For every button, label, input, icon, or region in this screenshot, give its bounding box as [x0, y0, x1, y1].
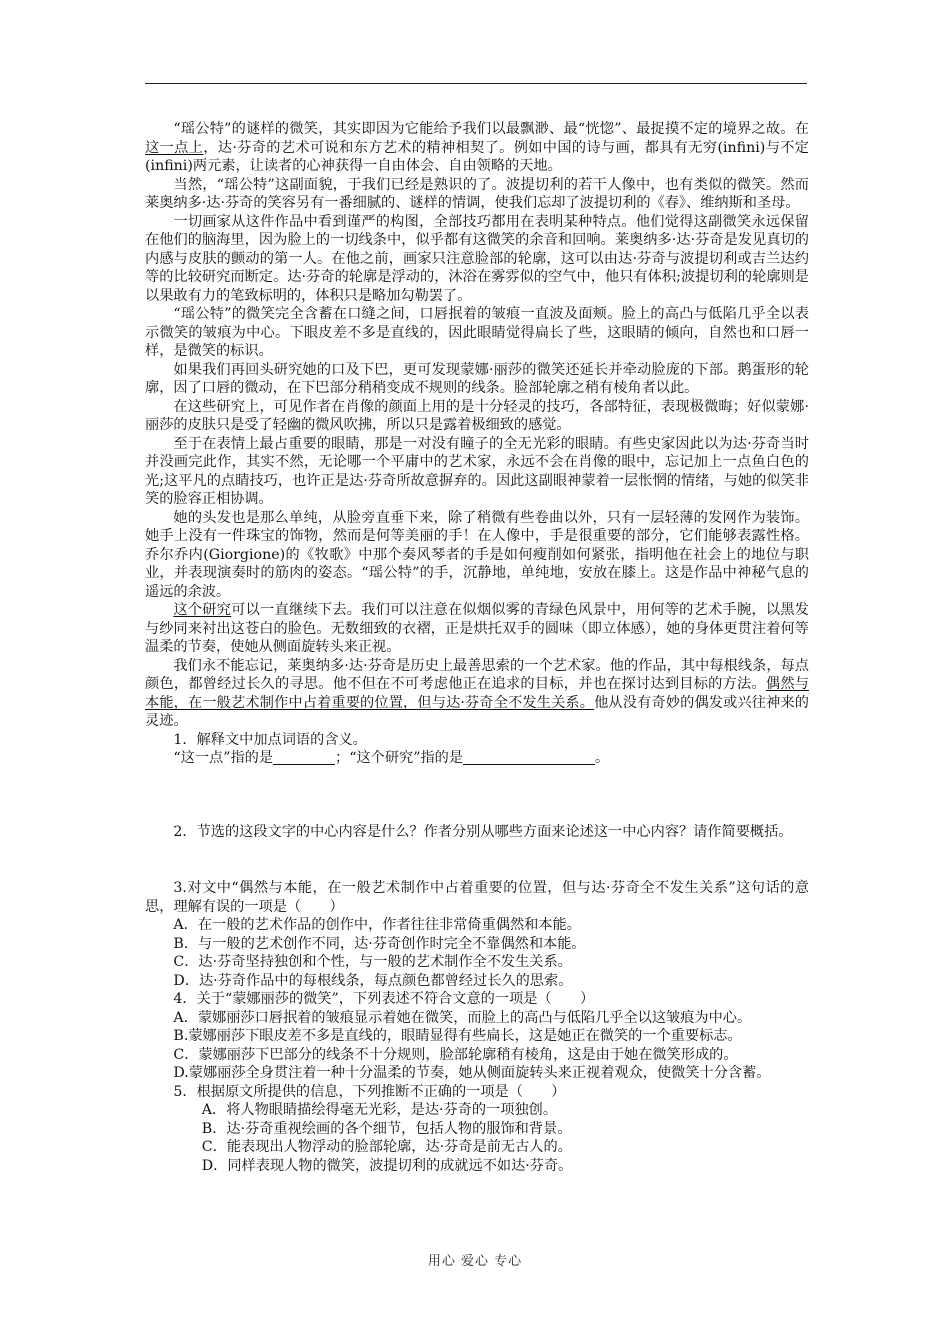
paragraph-4: “瑶公特”的微笑完全含蓄在口缝之间，口唇抿着的皱痕一直波及面颊。脸上的高凸与低陷几乎全以表示微笑的皱痕为中心。下眼皮差不多是直线的，因此眼睛觉得扁长了些，这眼睛的倾向，自然也和口唇一样，是微笑的标识。	[145, 306, 809, 359]
p1-text-b: ，达·芬奇的艺术可说和东方艺术的精神相契了。例如中国的诗与画，都具有无穷(infini)与不定(infini)两元素，让读者的心神获得一自由体会、自由领略的天地。	[145, 139, 809, 174]
answer-blank-2[interactable]	[463, 750, 595, 765]
q3-option-b: B．与一般的艺术创作不同，达·芬奇创作时完全不靠偶然和本能。	[173, 935, 586, 952]
page-footer: 用心 爱心 专心	[427, 1254, 523, 1269]
q1-prompt-a: “这一点”指的是	[173, 750, 274, 766]
paragraph-2: 当然，“瑶公特”这副面貌，于我们已经是熟识的了。波提切利的若干人像中，也有类似的微笑。然而莱奥纳多·达·芬奇的笑容另有一番细腻的、谜样的情调，使我们忘却了波提切利的《春》、维纳斯和圣母。	[145, 176, 809, 211]
q3-option-d: D．达·芬奇作品中的每根线条，每点颜色都曾经过长久的思索。	[173, 972, 573, 989]
q1-end: 。	[595, 750, 610, 766]
document-body	[145, 120, 809, 1175]
q4-option-c: C．蒙娜丽莎下巴部分的线条不十分规则，脸部轮廓稍有棱角，这是由于她在微笑形成的。	[173, 1046, 738, 1063]
q3-option-a: A．在一般的艺术作品的创作中，作者往往非常倚重偶然和本能。	[173, 917, 581, 933]
paragraph-3: 一切画家从这件作品中看到谨严的构图，全部技巧都用在表明某种特点。他们觉得这副微笑永远保留在他们的脑海里，因为脸上的一切线条中，似乎都有这微笑的余音和回响。莱奥纳多·达·芬奇是发见真切的内感与皮肤的颤动的第一人。在他之前，画家只注意脸部的轮廓，这可以由达·芬奇与波提切利或吉兰达约等的比较研究而断定。达·芬奇的轮廓是浮动的，沐浴在雾雰似的空气中，他只有体积;波提切利的轮廓则是以果敢有力的笔致标明的，体积只是略加勾勒罢了。	[145, 213, 809, 304]
q4-option-b: B.蒙娜丽莎下眼皮差不多是直线的，眼睛显得有些扁长，这是她正在微笑的一个重要标志。	[173, 1028, 742, 1044]
q3-option-c: C．达·芬奇坚持独创和个性，与一般的艺术制作全不发生关系。	[173, 954, 572, 970]
question-4: 4．关于“蒙娜丽莎的微笑”，下列表述不符合文意的一项是（ ）	[173, 991, 595, 1007]
question-3: 3.对文中“偶然与本能，在一般艺术制作中占着重要的位置，但与达·芬奇全不发生关系”这句话的意思，理解有误的一项是（ ）	[145, 880, 809, 915]
question-1-answer-line	[145, 749, 809, 768]
paragraph-5: 如果我们再回头研究她的口及下巴，更可发现蒙娜·丽莎的微笑还延长并牵动脸庞的下部。鹅蛋形的轮廓，因了口唇的微动，在下巴部分稍稍变成不规则的线条。脸部轮廓之稍有棱角者以此。	[145, 361, 809, 396]
q5-option-b: B．达·芬奇重视绘画的各个细节，包括人物的服饰和背景。	[201, 1120, 572, 1137]
paragraph-6: 在这些研究上，可见作者在肖像的颜面上用的是十分轻灵的技巧，各部特征，表现极微晦；好似蒙娜·丽莎的皮肤只是受了轻幽的微风吹拂，所以只是露着极细致的感觉。	[145, 398, 809, 433]
answer-space-2	[145, 841, 809, 879]
p10-text-a: 我们永不能忘记，莱奥纳多·达·芬奇是历史上最善思索的一个艺术家。他的作品，其中每根线条，每点颜色，都曾经过长久的寻思。他不但在不可考虑他正在追求的目标，并也在探讨达到目标的方法。	[145, 657, 809, 692]
paragraph-1	[145, 120, 809, 176]
paragraph-9	[145, 601, 809, 657]
paragraph-8: 她的头发也是那么单纯，从脸旁直垂下来，除了稍微有些卷曲以外，只有一层轻薄的发网作为装饰。她手上没有一件珠宝的饰物，然而是何等美丽的手！在人像中，手是很重要的部分，它们能够表露性格。乔尔乔内(Giorgione)的《牧歌》中那个奏风琴者的手是如何瘦削如何紧张，指明他在社会上的地位与职业，并表现演奏时的筋肉的姿态。“瑶公特”的手，沉静地，单纯地，安放在膝上。这是作品中神秘气息的遥远的余波。	[145, 509, 809, 600]
header-rule	[145, 83, 807, 84]
p1-underlined: 这一点上	[145, 139, 204, 156]
p10-underlined: 偶然与本能，在一般艺术制作中占着重要的位置，但与达·芬奇全不发生关系。	[145, 676, 809, 711]
q5-option-c: C．能表现出人物浮动的脸部轮廓，达·芬奇是前无古人的。	[201, 1139, 572, 1155]
paragraph-7: 至于在表情上最占重要的眼睛，那是一对没有瞳子的全无光彩的眼睛。有些史家因此以为达·芬奇当时并没画完此作，其实不然，无论哪一个平庸中的艺术家，永远不会在肖像的眼中，忘记加上一点鱼白色的光;这平凡的点睛技巧，也许正是达·芬奇所故意摒弃的。因此这副眼神蒙着一层怅惘的情绪，与她的似笑非笑的脸容正相协调。	[145, 435, 809, 507]
paragraph-10	[145, 657, 809, 731]
question-1: 1．解释文中加点词语的含义。	[173, 731, 367, 748]
question-5: 5．根据原文所提供的信息，下列推断不正确的一项是（ ）	[173, 1083, 566, 1100]
q5-option-d: D．同样表现人物的微笑，波提切利的成就远不如达·芬奇。	[201, 1157, 573, 1174]
answer-blank-1[interactable]	[273, 750, 335, 765]
q4-option-a: A．蒙娜丽莎口唇抿着的皱痕显示着她在微笑，而脸上的高凸与低陷几乎全以这皱痕为中心。	[173, 1009, 752, 1026]
q5-option-a: A．将人物眼睛描绘得毫无光彩，是达·芬奇的一项独创。	[201, 1102, 558, 1118]
p9-underlined: 这个研究	[173, 602, 232, 618]
p9-text: 可以一直继续下去。我们可以注意在似烟似雾的青绿色风景中，用何等的艺术手腕，以黑发与纱同来衬出这苍白的脸色。无数细致的衣褶，正是烘托双手的圆味（即立体感），她的身体更贯注着何等温柔的节奏，使她从侧面旋转头来正视。	[145, 602, 809, 655]
answer-space-1	[145, 768, 809, 823]
q4-option-d: D.蒙娜丽莎全身贯注着一种十分温柔的节奏，她从侧面旋转头来正视着观众，使微笑十分含蓄。	[173, 1065, 771, 1081]
p10-text-b: 他从没有奇妙的偶发或兴往神来的灵迹。	[145, 694, 809, 729]
p1-text-a: “瑶公特”的谜样的微笑，其实即因为它能给予我们以最飘渺、最“恍惚”、最捉摸不定的境界之故。在	[173, 121, 809, 137]
question-2: 2．节选的这段文字的中心内容是什么？作者分别从哪些方面来论述这一中心内容？请作简要概括。	[173, 823, 793, 840]
q1-prompt-b: ；“这个研究”指的是	[335, 750, 464, 766]
